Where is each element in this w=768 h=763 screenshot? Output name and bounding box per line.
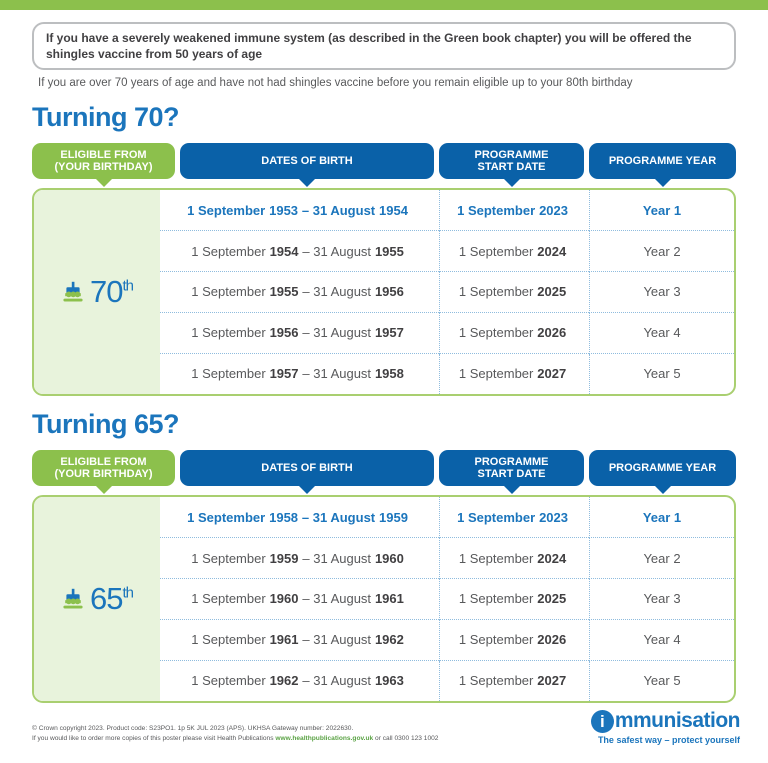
programme-year-cell: Year 2 [589, 231, 734, 272]
column-header-programme-year [589, 450, 736, 486]
start-date-cell: 1 September 2026 [439, 313, 589, 354]
column-header-dob [180, 450, 434, 486]
table-rows [160, 190, 734, 394]
section-title: Turning 65? [32, 409, 179, 440]
copyright-line1: © Crown copyright 2023. Product code: S23PO1. 1p 5K JUL 2023 (APS). UKHSA Gateway number: 2022630. [32, 724, 354, 732]
column-header-programme-year [589, 143, 736, 179]
dob-cell: 1 September 1962 – 31 August 1963 [191, 673, 404, 689]
table-body-65 [32, 495, 736, 703]
order-copies-text: If you would like to order more copies of this poster please visit Health Publications [32, 735, 274, 743]
top-green-bar [0, 0, 768, 10]
immunisation-logo [591, 709, 740, 745]
logo-i-circle-icon: i [591, 710, 614, 733]
start-date-cell: 1 September 2023 [439, 497, 589, 538]
programme-year-cell: Year 1 [589, 497, 734, 538]
start-date-cell: 1 September 2025 [439, 272, 589, 313]
dob-cell: 1 September 1957 – 31 August 1958 [191, 366, 404, 382]
column-header-start-date [439, 450, 584, 486]
table-row [160, 661, 734, 702]
programme-year-cell: Year 1 [589, 190, 734, 231]
column-header-dob [180, 143, 434, 179]
table-row [160, 313, 734, 354]
birthday-cake-icon [61, 588, 85, 610]
column-header-eligible [32, 450, 175, 486]
start-header-label: PROGRAMME START DATE [474, 455, 549, 481]
start-date-cell: 1 September 2027 [439, 661, 589, 702]
start-date-cell: 1 September 2025 [439, 579, 589, 620]
start-header-label: PROGRAMME START DATE [474, 148, 549, 174]
start-date-cell: 1 September 2024 [439, 538, 589, 579]
notice-text: If you have a severely weakened immune system (as described in the Green book chapter) you will be offered the shingles vaccine from 50 years of age [46, 31, 692, 62]
age-column [34, 497, 160, 701]
programme-year-cell: Year 3 [589, 272, 734, 313]
table-row [160, 231, 734, 272]
programme-year-cell: Year 4 [589, 313, 734, 354]
birthday-cake-icon [61, 281, 85, 303]
dob-cell: 1 September 1961 – 31 August 1962 [160, 620, 439, 661]
dob-header-label: DATES OF BIRTH [261, 155, 353, 168]
phone-text: or call 0300 123 1002 [375, 735, 439, 743]
eligible-line2: (YOUR BIRTHDAY) [54, 161, 153, 174]
section-turning-70 [32, 102, 736, 396]
table-row [160, 272, 734, 313]
copyright-line2 [32, 734, 438, 745]
table-row [160, 354, 734, 395]
table-row [160, 538, 734, 579]
start-date-cell: 1 September 2027 [439, 354, 589, 395]
table-header-row [32, 143, 736, 179]
dob-cell: 1 September 1956 – 31 August 1957 [160, 313, 439, 354]
logo-row [591, 709, 740, 733]
table-header-row [32, 450, 736, 486]
table-row [160, 579, 734, 620]
dob-cell: 1 September 1954 – 31 August 1955 [160, 231, 439, 272]
programme-year-cell: Year 5 [589, 661, 734, 702]
year-header-label: PROGRAMME YEAR [608, 462, 717, 475]
table-row [160, 497, 734, 538]
start-date-cell: 1 September 2023 [439, 190, 589, 231]
year-header-label: PROGRAMME YEAR [608, 155, 717, 168]
start-date-cell: 1 September 2024 [439, 231, 589, 272]
eligible-line1: ELIGIBLE FROM [60, 148, 147, 161]
table-row [160, 620, 734, 661]
table-body-70 [32, 188, 736, 396]
table-row [160, 190, 734, 231]
publications-link[interactable]: www.healthpublications.gov.uk [275, 735, 374, 743]
column-header-start-date [439, 143, 584, 179]
eligibility-note: If you are over 70 years of age and have not had shingles vaccine before you remain eligible up to your 80th birthday [38, 77, 633, 90]
logo-word: mmunisation [614, 709, 740, 732]
age-column [34, 190, 160, 394]
dob-header-label: DATES OF BIRTH [261, 462, 353, 475]
table-rows [160, 497, 734, 701]
programme-year-cell: Year 4 [589, 620, 734, 661]
logo-tagline: The safest way – protect yourself [597, 735, 740, 745]
notice-box [32, 22, 736, 70]
dob-cell: 1 September 1959 – 31 August 1960 [160, 538, 439, 579]
dob-cell: 1 September 1960 – 31 August 1961 [160, 579, 439, 620]
programme-year-cell: Year 2 [589, 538, 734, 579]
dob-cell: 1 September 1953 – 31 August 1954 [160, 190, 439, 231]
column-header-eligible [32, 143, 175, 179]
programme-year-cell: Year 3 [589, 579, 734, 620]
copyright-text [32, 724, 438, 745]
poster-content [0, 22, 768, 703]
dob-cell: 1 September 1955 – 31 August 1956 [160, 272, 439, 313]
programme-year-cell: Year 5 [589, 354, 734, 395]
eligible-line2: (YOUR BIRTHDAY) [54, 468, 153, 481]
age-label: 65th [90, 581, 133, 617]
section-title: Turning 70? [32, 102, 179, 133]
start-date-cell: 1 September 2026 [439, 620, 589, 661]
age-label: 70th [90, 274, 133, 310]
section-turning-65 [32, 409, 736, 703]
footer [32, 709, 740, 745]
dob-cell: 1 September 1958 – 31 August 1959 [160, 497, 439, 538]
eligible-line1: ELIGIBLE FROM [60, 455, 147, 468]
